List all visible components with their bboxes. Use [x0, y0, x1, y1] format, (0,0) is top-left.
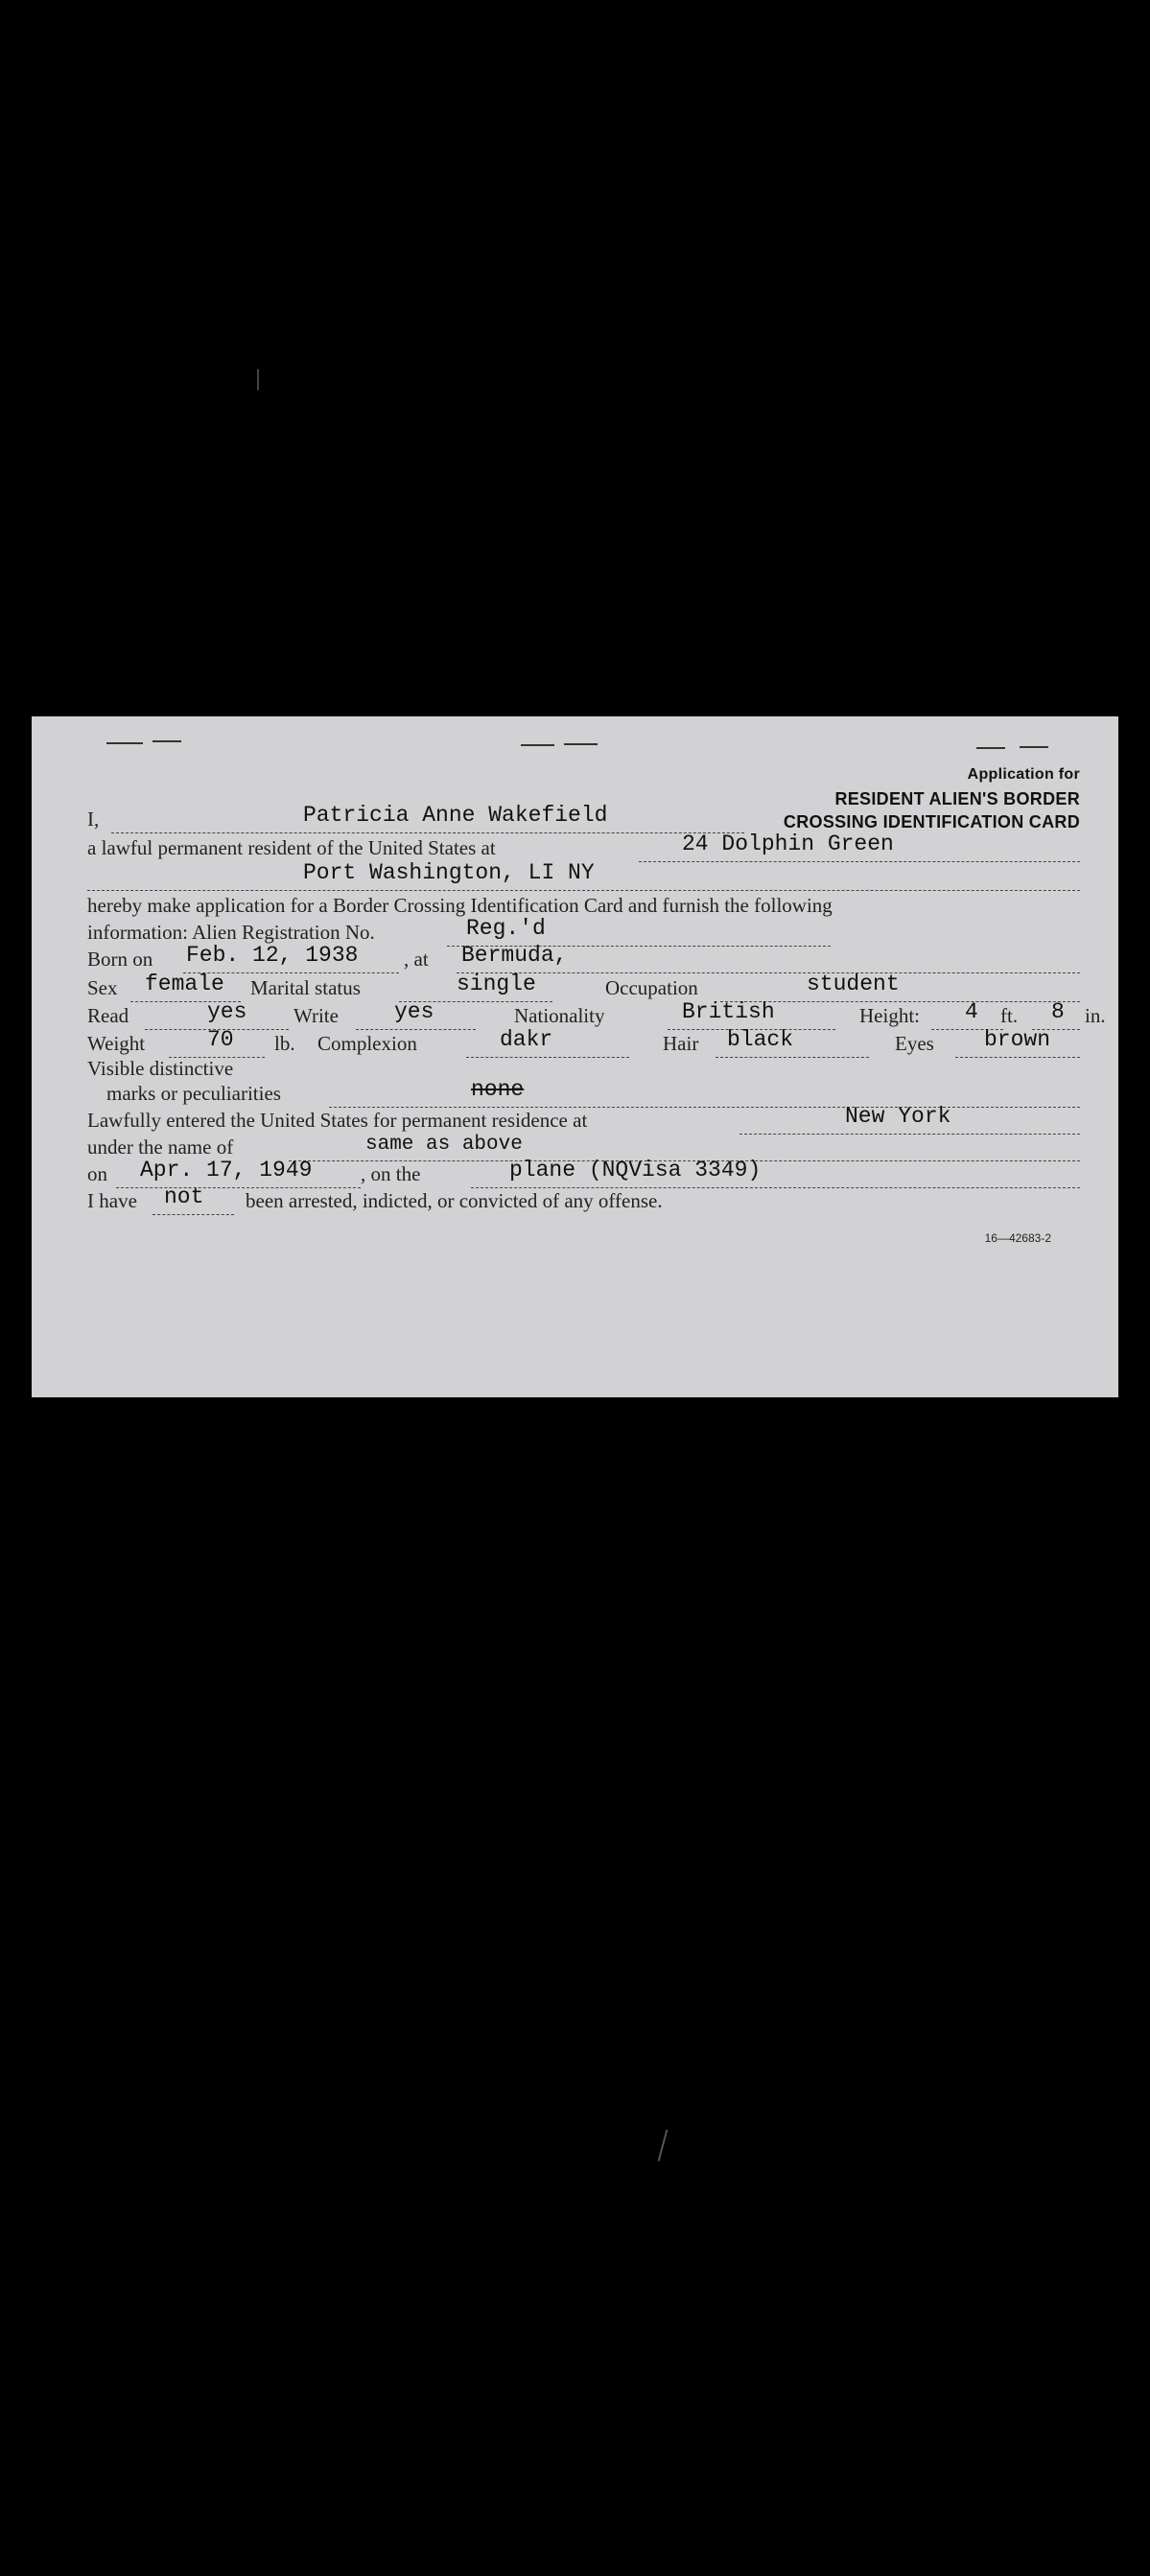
label-occupation: Occupation [605, 976, 698, 999]
label-write: Write [293, 1004, 339, 1027]
label-marital-status: Marital status [250, 976, 361, 999]
write: yes [394, 999, 434, 1024]
label-information: information: Alien Registration No. [87, 921, 375, 944]
arrest-row [87, 1186, 1080, 1215]
sex: female [145, 972, 224, 996]
entry-name: same as above [365, 1134, 523, 1156]
label-sex: Sex [87, 976, 118, 999]
birth-date: Feb. 12, 1938 [186, 943, 359, 968]
punch-mark [521, 744, 554, 746]
hereby-row [87, 891, 1080, 920]
label-at: , at [404, 948, 429, 971]
address-line-1: 24 Dolphin Green [682, 831, 894, 856]
occupation-field [720, 975, 1080, 1002]
label-visible: Visible distinctive [87, 1057, 234, 1080]
hair: black [727, 1027, 794, 1052]
form-title-line3: CROSSING IDENTIFICATION CARD [783, 812, 1080, 831]
occupation: student [807, 972, 900, 996]
border-crossing-application-card [32, 716, 1118, 1397]
label-resident: a lawful permanent resident of the United States at [87, 836, 496, 859]
punch-mark [1020, 746, 1048, 748]
eyes: brown [984, 1027, 1051, 1052]
height-feet: 4 [965, 999, 978, 1024]
punch-mark [106, 742, 143, 744]
form-title-small: Application for [967, 766, 1080, 783]
label-ft: ft. [1000, 1004, 1019, 1027]
label-lawfully: Lawfully entered the United States for permanent residence at [87, 1109, 588, 1132]
entry-date: Apr. 17, 1949 [140, 1158, 313, 1183]
label-in: in. [1085, 1004, 1106, 1027]
label-marks: marks or peculiarities [106, 1082, 281, 1105]
form-title-line2: RESIDENT ALIEN'S BORDER [834, 789, 1080, 808]
label-eyes: Eyes [895, 1032, 934, 1055]
scan-speck [658, 2129, 669, 2161]
form-number: 16—42683-2 [984, 1231, 1051, 1245]
punch-mark [976, 747, 1005, 749]
marital-status: single [457, 972, 536, 996]
applicant-name-row [87, 805, 1080, 833]
label-on-the: , on the [361, 1162, 421, 1185]
punch-mark [564, 743, 598, 745]
height-inches: 8 [1051, 999, 1065, 1024]
label-weight: Weight [87, 1032, 146, 1055]
complexion: dakr [500, 1027, 553, 1052]
label-read: Read [87, 1004, 129, 1027]
weight: 70 [207, 1027, 234, 1052]
label-under-name: under the name of [87, 1136, 234, 1159]
label-born: Born on [87, 948, 153, 971]
residence-row [87, 833, 1080, 862]
marks: none [471, 1077, 525, 1102]
birth-row [87, 945, 1080, 973]
address-line-2: Port Washington, LI NY [303, 860, 595, 885]
label-i-have: I have [87, 1189, 137, 1212]
address-line-2-row [87, 862, 1080, 891]
read: yes [207, 999, 247, 1024]
label-complexion: Complexion [317, 1032, 417, 1055]
nationality: British [682, 999, 775, 1024]
scan-speck [257, 369, 259, 390]
label-hair: Hair [663, 1032, 699, 1055]
sex-marital-occupation-row [87, 973, 1080, 1002]
birth-place: Bermuda, [461, 943, 568, 968]
port-of-entry-row [87, 1106, 1080, 1135]
label-i: I, [87, 808, 100, 831]
port-of-entry: New York [845, 1104, 951, 1129]
applicant-name: Patricia Anne Wakefield [303, 803, 608, 828]
literacy-nationality-height-row [87, 999, 1106, 1030]
label-on: on [87, 1162, 107, 1185]
label-lb: lb. [274, 1032, 295, 1055]
arrested: not [164, 1184, 204, 1209]
marks-field [329, 1081, 1080, 1108]
registration-number: Reg.'d [466, 916, 546, 941]
punch-mark [153, 740, 181, 742]
label-nationality: Nationality [514, 1004, 605, 1027]
label-arrested: been arrested, indicted, or convicted of any offense. [246, 1189, 663, 1212]
entry-date-row [87, 1159, 1080, 1188]
label-height: Height: [859, 1004, 920, 1027]
label-hereby: hereby make application for a Border Crossing Identification Card and furnish the following [87, 894, 833, 917]
entry-conveyance: plane (NQVisa 3349) [509, 1158, 762, 1183]
